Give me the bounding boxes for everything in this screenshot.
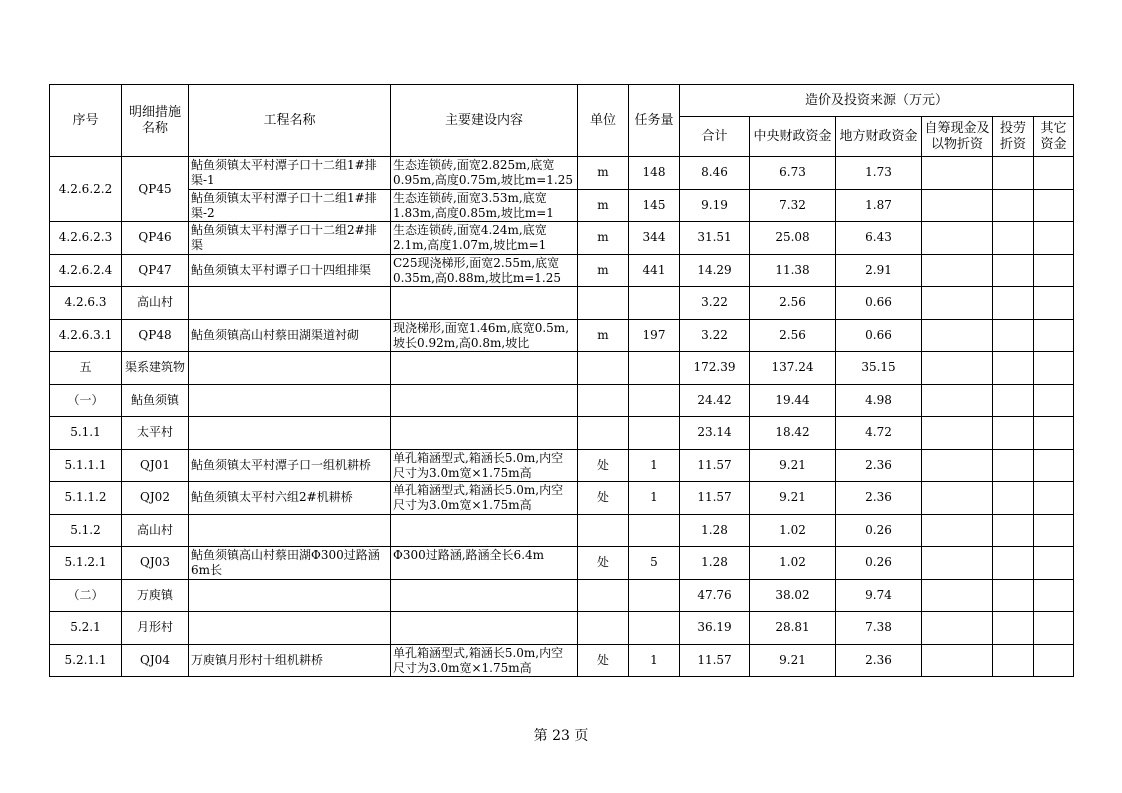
cell-central: 2.56	[750, 287, 836, 320]
cell-other	[1034, 514, 1074, 547]
cell-self	[922, 644, 993, 677]
cell-content: Φ300过路涵,路涵全长6.4m	[391, 547, 578, 580]
cell-other	[1034, 189, 1074, 222]
cell-labor	[993, 352, 1034, 385]
cell-other	[1034, 417, 1074, 450]
cell-measure: 月形村	[122, 612, 189, 645]
cell-self	[922, 514, 993, 547]
cell-self	[922, 449, 993, 482]
cell-other	[1034, 352, 1074, 385]
cell-self	[922, 612, 993, 645]
cell-measure: QP45	[122, 157, 189, 222]
cell-self	[922, 319, 993, 352]
cell-content	[391, 514, 578, 547]
cell-seq: 5.2.1.1	[50, 644, 122, 677]
table-header	[50, 85, 1074, 157]
cell-total: 9.19	[680, 189, 750, 222]
cell-total: 11.57	[680, 449, 750, 482]
cell-central: 7.32	[750, 189, 836, 222]
cell-unit	[578, 417, 629, 450]
cell-other	[1034, 579, 1074, 612]
cell-seq: 五	[50, 352, 122, 385]
cell-other	[1034, 612, 1074, 645]
cell-unit	[578, 384, 629, 417]
cell-seq: 4.2.6.2.3	[50, 222, 122, 255]
cell-seq: （一）	[50, 384, 122, 417]
header-unit: 单位	[578, 85, 629, 157]
cell-seq: 5.1.1.2	[50, 482, 122, 515]
cell-total: 1.28	[680, 514, 750, 547]
cell-seq: 5.2.1	[50, 612, 122, 645]
cell-project: 鲇鱼须镇太平村潭子口十二组2#排渠	[189, 222, 391, 255]
cell-unit: 处	[578, 482, 629, 515]
cell-central: 6.73	[750, 157, 836, 190]
cell-unit: m	[578, 254, 629, 287]
table-row	[50, 449, 1074, 482]
cell-other	[1034, 287, 1074, 320]
cell-project	[189, 417, 391, 450]
cell-qty	[629, 417, 680, 450]
cell-local: 0.26	[836, 547, 922, 580]
cell-labor	[993, 644, 1034, 677]
cell-measure: 万庾镇	[122, 579, 189, 612]
cell-self	[922, 222, 993, 255]
cell-unit	[578, 352, 629, 385]
cell-qty: 1	[629, 482, 680, 515]
cell-labor	[993, 547, 1034, 580]
cell-labor	[993, 417, 1034, 450]
cell-measure: QJ01	[122, 449, 189, 482]
cell-total: 3.22	[680, 287, 750, 320]
cell-unit	[578, 579, 629, 612]
cell-total: 31.51	[680, 222, 750, 255]
cell-labor	[993, 384, 1034, 417]
cell-seq: （二）	[50, 579, 122, 612]
cell-measure: 太平村	[122, 417, 189, 450]
cell-local: 2.36	[836, 482, 922, 515]
header-project: 工程名称	[189, 85, 391, 157]
cell-central: 28.81	[750, 612, 836, 645]
cell-self	[922, 189, 993, 222]
cell-content	[391, 579, 578, 612]
cell-local: 2.36	[836, 449, 922, 482]
header-measure: 明细措施名称	[122, 85, 189, 157]
cell-seq: 4.2.6.3	[50, 287, 122, 320]
cell-local: 2.36	[836, 644, 922, 677]
table-row	[50, 547, 1074, 580]
cell-total: 172.39	[680, 352, 750, 385]
cell-total: 24.42	[680, 384, 750, 417]
header-content: 主要建设内容	[391, 85, 578, 157]
cell-seq: 5.1.2.1	[50, 547, 122, 580]
cell-total: 47.76	[680, 579, 750, 612]
cell-content: 生态连锁砖,面宽3.53m,底宽1.83m,高度0.85m,坡比m=1	[391, 189, 578, 222]
header-total: 合计	[680, 117, 750, 157]
cell-seq: 5.1.1	[50, 417, 122, 450]
cell-local: 0.26	[836, 514, 922, 547]
cell-central: 19.44	[750, 384, 836, 417]
cell-central: 9.21	[750, 482, 836, 515]
cell-labor	[993, 514, 1034, 547]
table-row	[50, 222, 1074, 255]
cell-qty	[629, 287, 680, 320]
cell-other	[1034, 547, 1074, 580]
cell-labor	[993, 482, 1034, 515]
cell-unit: m	[578, 319, 629, 352]
cell-content	[391, 612, 578, 645]
table-row	[50, 384, 1074, 417]
cell-seq: 4.2.6.3.1	[50, 319, 122, 352]
cell-total: 1.28	[680, 547, 750, 580]
cell-project	[189, 384, 391, 417]
cell-content: 生态连锁砖,面宽2.825m,底宽0.95m,高度0.75m,坡比m=1.25	[391, 157, 578, 190]
cell-unit	[578, 514, 629, 547]
cell-local: 35.15	[836, 352, 922, 385]
cell-total: 36.19	[680, 612, 750, 645]
cell-content	[391, 417, 578, 450]
cell-content: 生态连锁砖,面宽4.24m,底宽2.1m,高度1.07m,坡比m=1	[391, 222, 578, 255]
cell-local: 1.73	[836, 157, 922, 190]
cell-central: 9.21	[750, 644, 836, 677]
cell-labor	[993, 157, 1034, 190]
cell-measure: 鲇鱼须镇	[122, 384, 189, 417]
cell-project: 鲇鱼须镇太平村潭子口十二组1#排渠-2	[189, 189, 391, 222]
cell-total: 14.29	[680, 254, 750, 287]
cell-qty	[629, 579, 680, 612]
cell-qty: 5	[629, 547, 680, 580]
cell-central: 1.02	[750, 514, 836, 547]
cell-content: 现浇梯形,面宽1.46m,底宽0.5m,坡长0.92m,高0.8m,坡比	[391, 319, 578, 352]
cell-local: 6.43	[836, 222, 922, 255]
table-body	[50, 157, 1074, 677]
cell-local: 2.91	[836, 254, 922, 287]
cell-project: 鲇鱼须镇太平村谭子口十四组排渠	[189, 254, 391, 287]
cell-measure: QP48	[122, 319, 189, 352]
cell-self	[922, 482, 993, 515]
cell-local: 4.98	[836, 384, 922, 417]
cell-local: 0.66	[836, 319, 922, 352]
cell-self	[922, 579, 993, 612]
cell-qty: 197	[629, 319, 680, 352]
cell-project: 鲇鱼须镇太平村潭子口一组机耕桥	[189, 449, 391, 482]
cell-seq: 4.2.6.2.4	[50, 254, 122, 287]
cell-central: 137.24	[750, 352, 836, 385]
cell-local: 4.72	[836, 417, 922, 450]
cell-self	[922, 384, 993, 417]
cell-labor	[993, 189, 1034, 222]
page-number: 第 23 页	[533, 728, 589, 744]
cell-self	[922, 287, 993, 320]
cell-qty	[629, 514, 680, 547]
cell-qty	[629, 612, 680, 645]
header-self: 自筹现金及以物折资	[922, 117, 993, 157]
cell-local: 9.74	[836, 579, 922, 612]
cell-local: 1.87	[836, 189, 922, 222]
header-quantity: 任务量	[629, 85, 680, 157]
cell-total: 23.14	[680, 417, 750, 450]
cell-central: 9.21	[750, 449, 836, 482]
cell-seq: 5.1.2	[50, 514, 122, 547]
cell-qty: 441	[629, 254, 680, 287]
cell-measure: QP47	[122, 254, 189, 287]
cell-central: 18.42	[750, 417, 836, 450]
cell-self	[922, 417, 993, 450]
cell-self	[922, 547, 993, 580]
cell-unit: m	[578, 222, 629, 255]
cell-labor	[993, 287, 1034, 320]
cell-unit: 处	[578, 547, 629, 580]
cell-qty	[629, 384, 680, 417]
cell-project: 鲇鱼须镇高山村蔡田湖Φ300过路涵6m长	[189, 547, 391, 580]
cell-content: 单孔箱涵型式,箱涵长5.0m,内空尺寸为3.0m宽×1.75m高	[391, 449, 578, 482]
header-cost-group: 造价及投资来源（万元）	[680, 85, 1074, 117]
cell-unit	[578, 287, 629, 320]
table-row	[50, 644, 1074, 677]
cell-content	[391, 287, 578, 320]
table-row	[50, 579, 1074, 612]
cell-central: 1.02	[750, 547, 836, 580]
cell-other	[1034, 157, 1074, 190]
cell-project: 鲇鱼须镇太平村六组2#机耕桥	[189, 482, 391, 515]
cell-project: 万庾镇月形村十组机耕桥	[189, 644, 391, 677]
cell-labor	[993, 319, 1034, 352]
cell-measure: QJ03	[122, 547, 189, 580]
table-row	[50, 254, 1074, 287]
cell-measure: QJ04	[122, 644, 189, 677]
cell-labor	[993, 254, 1034, 287]
cell-content	[391, 384, 578, 417]
cell-central: 11.38	[750, 254, 836, 287]
header-central: 中央财政资金	[750, 117, 836, 157]
table-row	[50, 482, 1074, 515]
table-row	[50, 514, 1074, 547]
cell-project: 鲇鱼须镇太平村潭子口十二组1#排渠-1	[189, 157, 391, 190]
cell-project	[189, 612, 391, 645]
cell-project	[189, 352, 391, 385]
cell-labor	[993, 579, 1034, 612]
cell-central: 2.56	[750, 319, 836, 352]
cell-local: 0.66	[836, 287, 922, 320]
cell-unit: 处	[578, 449, 629, 482]
cell-content: 单孔箱涵型式,箱涵长5.0m,内空尺寸为3.0m宽×1.75m高	[391, 482, 578, 515]
table-row	[50, 612, 1074, 645]
cell-unit: m	[578, 157, 629, 190]
cell-qty: 1	[629, 644, 680, 677]
cell-project	[189, 579, 391, 612]
cell-self	[922, 352, 993, 385]
cell-content	[391, 352, 578, 385]
cell-qty: 145	[629, 189, 680, 222]
cell-unit	[578, 612, 629, 645]
cell-measure: 高山村	[122, 514, 189, 547]
header-local: 地方财政资金	[836, 117, 922, 157]
cell-other	[1034, 482, 1074, 515]
cell-self	[922, 254, 993, 287]
cell-measure: 高山村	[122, 287, 189, 320]
cell-qty	[629, 352, 680, 385]
header-other: 其它资金	[1034, 117, 1074, 157]
budget-table	[49, 84, 1074, 677]
cell-content: C25现浇梯形,面宽2.55m,底宽0.35m,高0.88m,坡比m=1.25	[391, 254, 578, 287]
header-labor: 投劳折资	[993, 117, 1034, 157]
table-row	[50, 417, 1074, 450]
cell-other	[1034, 254, 1074, 287]
table-row	[50, 189, 1074, 222]
cell-qty: 148	[629, 157, 680, 190]
cell-other	[1034, 644, 1074, 677]
cell-total: 8.46	[680, 157, 750, 190]
cell-project: 鲇鱼须镇高山村蔡田湖渠道衬砌	[189, 319, 391, 352]
cell-content: 单孔箱涵型式,箱涵长5.0m,内空尺寸为3.0m宽×1.75m高	[391, 644, 578, 677]
cell-self	[922, 157, 993, 190]
table-row	[50, 287, 1074, 320]
cell-qty: 344	[629, 222, 680, 255]
cell-unit: m	[578, 189, 629, 222]
cell-measure: QJ02	[122, 482, 189, 515]
cell-local: 7.38	[836, 612, 922, 645]
cell-total: 11.57	[680, 644, 750, 677]
header-seq: 序号	[50, 85, 122, 157]
cell-seq: 4.2.6.2.2	[50, 157, 122, 222]
cell-central: 25.08	[750, 222, 836, 255]
cell-qty: 1	[629, 449, 680, 482]
cell-project	[189, 514, 391, 547]
cell-other	[1034, 449, 1074, 482]
table-row	[50, 319, 1074, 352]
cell-other	[1034, 319, 1074, 352]
cell-total: 11.57	[680, 482, 750, 515]
cell-other	[1034, 222, 1074, 255]
cell-measure: 渠系建筑物	[122, 352, 189, 385]
cell-labor	[993, 612, 1034, 645]
cell-total: 3.22	[680, 319, 750, 352]
cell-seq: 5.1.1.1	[50, 449, 122, 482]
table-row	[50, 352, 1074, 385]
cell-project	[189, 287, 391, 320]
cell-other	[1034, 384, 1074, 417]
cell-labor	[993, 449, 1034, 482]
cell-measure: QP46	[122, 222, 189, 255]
cell-labor	[993, 222, 1034, 255]
table-row	[50, 157, 1074, 190]
cell-central: 38.02	[750, 579, 836, 612]
cell-unit: 处	[578, 644, 629, 677]
